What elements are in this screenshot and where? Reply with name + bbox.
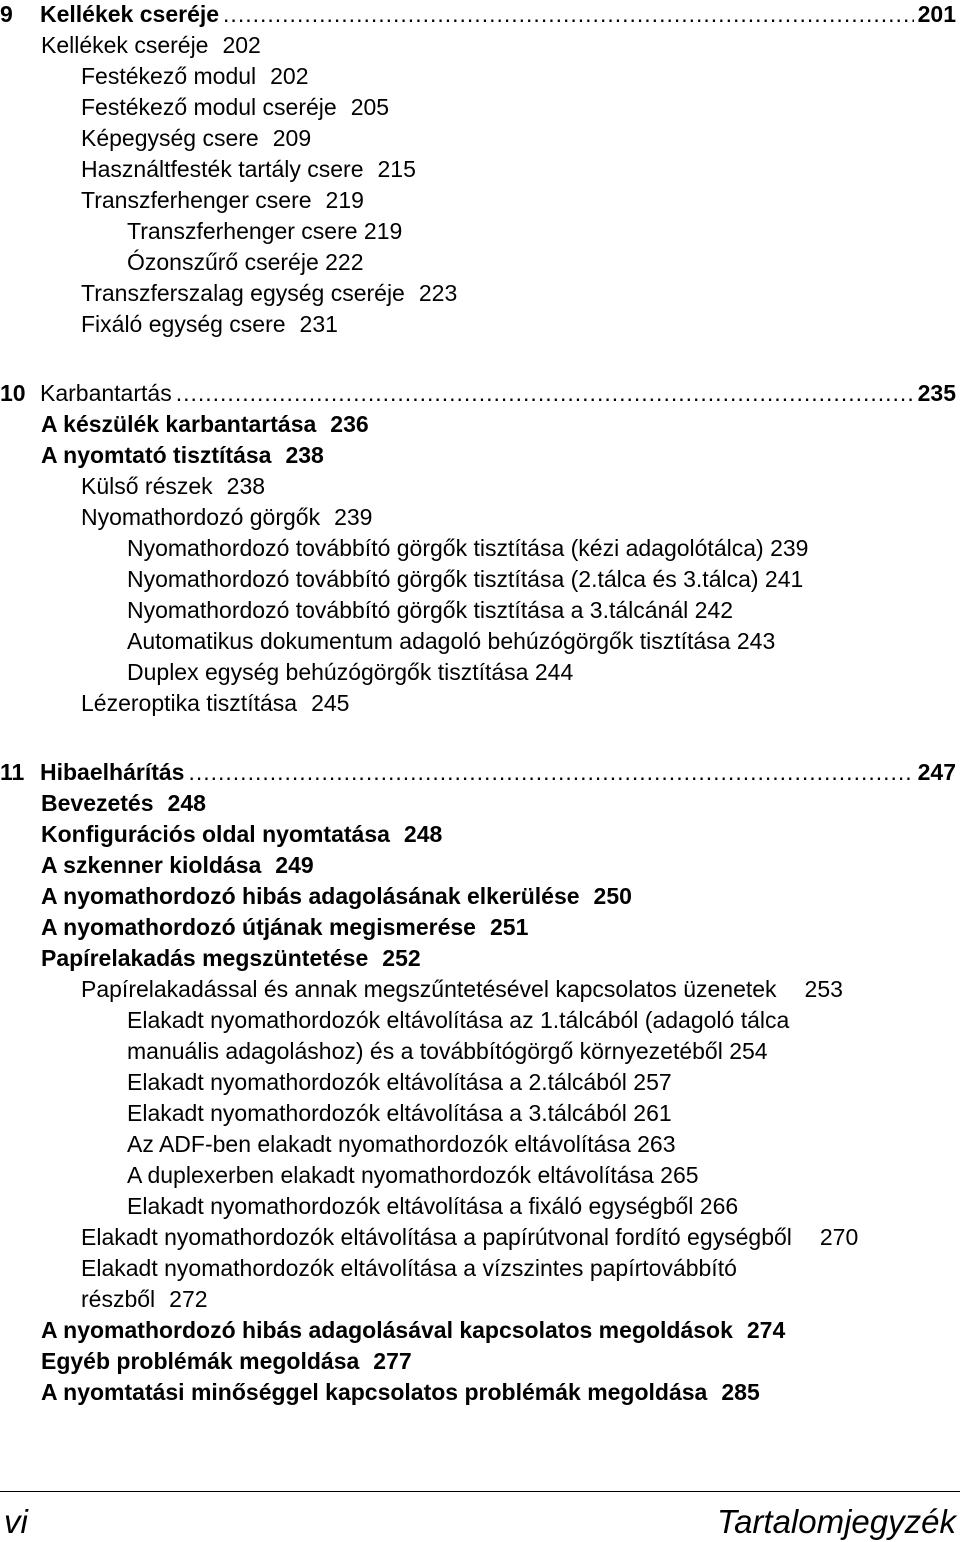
chapter-title[interactable]: Kellékek cseréje	[40, 1, 220, 27]
entry-title: részből	[81, 1286, 156, 1312]
footer-divider	[0, 1491, 960, 1492]
chapter-title[interactable]: Karbantartás	[40, 380, 172, 406]
entry-title: Elakadt nyomathordozók eltávolítása az 1.tálcából (adagoló tálca	[127, 1007, 790, 1033]
toc-entry[interactable]	[41, 1378, 760, 1406]
toc-entry[interactable]	[127, 1130, 676, 1158]
entry-title: A készülék karbantartása	[41, 411, 317, 437]
toc-entry[interactable]	[81, 689, 349, 717]
entry-title: Konfigurációs oldal nyomtatása	[41, 821, 390, 847]
entry-title: A szkenner kioldása	[41, 852, 262, 878]
entry-title: Papírelakadással és annak megszűntetésével kapcsolatos üzenetek	[81, 976, 777, 1002]
toc-entry[interactable]	[127, 627, 775, 655]
entry-title: Elakadt nyomathordozók eltávolítása a 3.tálcából 261	[127, 1100, 672, 1126]
toc-entry[interactable]	[41, 913, 528, 941]
entry-title: manuális adagoláshoz) és a továbbítógörgő környezetéből 254	[127, 1038, 768, 1064]
entry-page: 223	[418, 280, 458, 306]
toc-entry[interactable]	[81, 93, 389, 121]
toc-entry[interactable]	[81, 1254, 737, 1282]
toc-entry[interactable]	[127, 1099, 672, 1127]
entry-title: Elakadt nyomathordozók eltávolítása a 2.tálcából 257	[127, 1069, 672, 1095]
chapter-page: 247	[917, 759, 956, 785]
entry-title: Elakadt nyomathordozók eltávolítása a papírútvonal fordító egységből	[81, 1224, 792, 1250]
entry-title: A nyomathordozó útjának megismerése	[41, 914, 476, 940]
footer-page-label: vi	[4, 1503, 28, 1540]
entry-page: 231	[299, 311, 338, 337]
entry-title: Duplex egység behúzógörgők tisztítása 244	[127, 659, 574, 685]
toc-entry[interactable]	[81, 472, 265, 500]
toc-entry[interactable]	[81, 1223, 858, 1251]
entry-title: A nyomathordozó hibás adagolásával kapcsolatos megoldások	[41, 1317, 733, 1343]
toc-entry[interactable]	[127, 1192, 738, 1220]
entry-title: Képegység csere	[81, 125, 259, 151]
entry-title: Elakadt nyomathordozók eltávolítása a fixáló egységből 266	[127, 1193, 739, 1219]
entry-title: Nyomathordozó görgők	[81, 504, 321, 530]
toc-entry[interactable]	[41, 789, 206, 817]
toc-entry[interactable]	[41, 1316, 785, 1344]
entry-page: 277	[373, 1348, 412, 1374]
dot-leader	[223, 0, 914, 28]
entry-page: 253	[804, 976, 843, 1002]
entry-page: 236	[330, 411, 369, 437]
toc-entry[interactable]	[81, 503, 372, 531]
toc-entry[interactable]	[127, 534, 808, 562]
chapter-number: 11	[0, 759, 25, 785]
entry-page: 219	[325, 187, 364, 213]
entry-page: 205	[350, 94, 390, 120]
entry-page: 285	[721, 1379, 760, 1405]
entry-title: Festékező modul	[81, 63, 257, 89]
toc-entry-continuation[interactable]	[127, 1037, 768, 1065]
entry-title: A nyomtató tisztítása	[41, 442, 272, 468]
entry-title: Egyéb problémák megoldása	[41, 1348, 360, 1374]
chapter-number: 10	[0, 380, 26, 406]
entry-title: Külső részek	[81, 473, 213, 499]
entry-title: Papírelakadás megszüntetése	[41, 945, 369, 971]
entry-title: Lézeroptika tisztítása	[81, 690, 298, 716]
entry-title: Használtfesték tartály csere	[81, 156, 364, 182]
toc-entry[interactable]	[41, 441, 324, 469]
toc-entry[interactable]	[127, 565, 803, 593]
entry-title: Transzferhenger csere 219	[127, 218, 403, 244]
toc-chapter-11[interactable]	[0, 758, 956, 786]
chapter-page: 201	[917, 1, 956, 27]
entry-title: Transzferszalag egység cseréje	[81, 280, 405, 306]
toc-entry[interactable]	[127, 1006, 789, 1034]
entry-page: 202	[222, 32, 261, 58]
entry-page: 250	[593, 883, 632, 909]
entry-title: Fixáló egység csere	[81, 311, 286, 337]
entry-page: 215	[377, 156, 416, 182]
entry-page: 251	[489, 914, 529, 940]
toc-entry[interactable]	[127, 596, 733, 624]
footer-section-title: Tartalomjegyzék	[716, 1503, 956, 1540]
toc-entry[interactable]	[81, 186, 364, 214]
entry-page: 272	[169, 1286, 208, 1312]
entry-page: 238	[285, 442, 324, 468]
chapter-title[interactable]: Hibaelhárítás	[40, 759, 185, 785]
entry-title: A duplexerben elakadt nyomathordozók eltávolítása 265	[127, 1162, 699, 1188]
toc-entry[interactable]	[41, 820, 442, 848]
entry-title: Nyomathordozó továbbító görgők tisztítása (2.tálca és 3.tálca) 241	[127, 566, 804, 592]
entry-page: 248	[167, 790, 206, 816]
toc-entry[interactable]	[41, 31, 261, 59]
entry-title: A nyomathordozó hibás adagolásának elkerülése	[41, 883, 580, 909]
entry-title: Nyomathordozó továbbító görgők tisztítása a 3.tálcánál 242	[127, 597, 734, 623]
toc-chapter-10[interactable]	[0, 379, 956, 407]
dot-leader	[176, 379, 914, 407]
entry-title: A nyomtatási minőséggel kapcsolatos problémák megoldása	[41, 1379, 708, 1405]
entry-page: 274	[746, 1317, 786, 1343]
toc-entry[interactable]	[41, 944, 421, 972]
entry-title: Ózonszűrő cseréje 222	[127, 249, 364, 275]
toc-entry[interactable]	[81, 124, 311, 152]
toc-entry[interactable]	[81, 975, 843, 1003]
toc-entry[interactable]	[41, 851, 314, 879]
toc-entry[interactable]	[127, 248, 364, 276]
entry-page: 248	[403, 821, 443, 847]
entry-title: Nyomathordozó továbbító görgők tisztítása (kézi adagolótálca) 239	[127, 535, 809, 561]
entry-page: 238	[226, 473, 266, 499]
toc-entry[interactable]	[41, 410, 369, 438]
toc-entry[interactable]	[41, 882, 632, 910]
entry-title: Bevezetés	[41, 790, 154, 816]
toc-entry[interactable]	[127, 1161, 699, 1189]
entry-title: Transzferhenger csere	[81, 187, 312, 213]
toc-entry[interactable]	[81, 279, 457, 307]
entry-page: 209	[272, 125, 312, 151]
entry-page: 252	[382, 945, 421, 971]
entry-page: 245	[311, 690, 350, 716]
chapter-number: 9	[0, 1, 13, 27]
toc-entry[interactable]	[127, 1068, 672, 1096]
toc-entry[interactable]	[127, 658, 573, 686]
toc-entry[interactable]	[81, 310, 338, 338]
entry-page: 202	[270, 63, 309, 89]
toc-entry[interactable]	[127, 217, 402, 245]
toc-entry[interactable]	[81, 155, 416, 183]
entry-title: Kellékek cseréje	[41, 32, 209, 58]
entry-page: 249	[275, 852, 314, 878]
entry-title: Festékező modul cseréje	[81, 94, 337, 120]
toc-entry[interactable]	[41, 1347, 412, 1375]
toc-entry-continuation[interactable]	[81, 1285, 208, 1313]
dot-leader	[188, 758, 913, 786]
toc-chapter-9[interactable]	[0, 0, 956, 28]
chapter-page: 235	[917, 380, 956, 406]
entry-title: Elakadt nyomathordozók eltávolítása a vízszintes papírtovábbító	[81, 1255, 737, 1281]
entry-title: Az ADF-ben elakadt nyomathordozók eltávolítása 263	[127, 1131, 676, 1157]
entry-page: 239	[334, 504, 373, 530]
entry-title: Automatikus dokumentum adagoló behúzógörgők tisztítása 243	[127, 628, 776, 654]
entry-page: 270	[819, 1224, 859, 1250]
toc-entry[interactable]	[81, 62, 309, 90]
